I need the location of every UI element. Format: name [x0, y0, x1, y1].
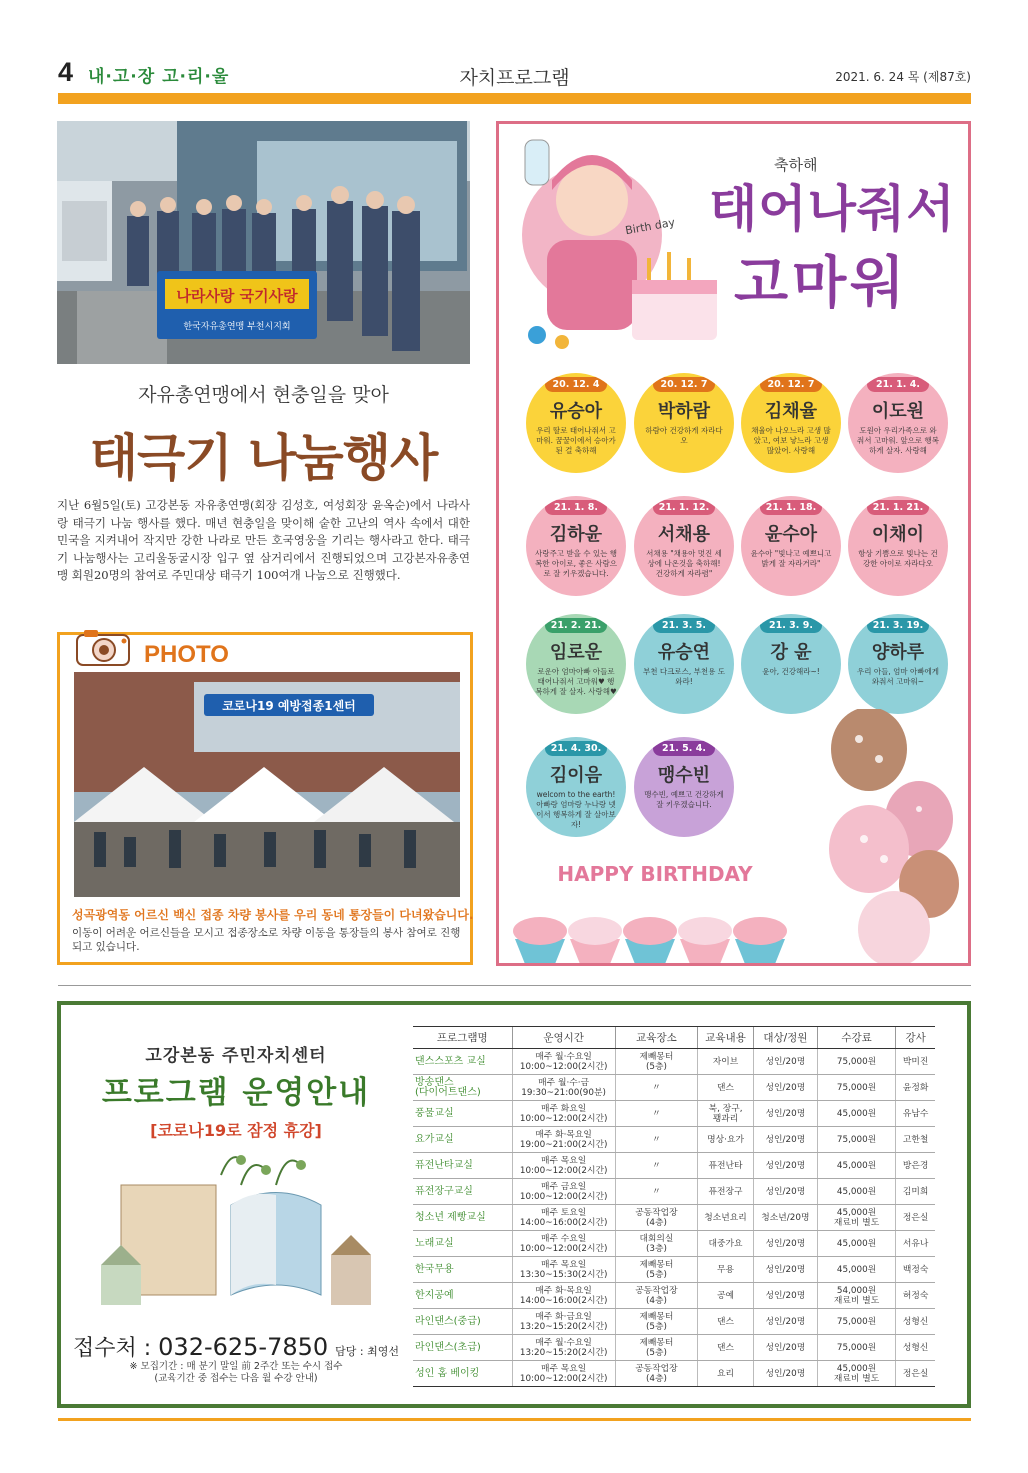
table-cell: 퓨전난타	[698, 1153, 754, 1179]
table-cell: 청소년/20명	[753, 1205, 817, 1231]
table-cell: 요가교실	[413, 1127, 512, 1153]
table-row	[413, 1283, 935, 1309]
program-box	[57, 1001, 971, 1408]
column-header: 강사	[896, 1027, 935, 1049]
column-header: 수강료	[817, 1027, 895, 1049]
table-cell: 정은실	[896, 1361, 935, 1387]
table-cell: 고한철	[896, 1127, 935, 1153]
table-cell: 한국무용	[413, 1257, 512, 1283]
column-header: 교육내용	[698, 1027, 754, 1049]
photo-caption: 성곡광역동 어르신 백신 접종 차량 봉사를 우리 동네 통장들이 다녀왔습니다.	[72, 908, 474, 922]
table-cell: 75,000원	[817, 1049, 895, 1075]
flag-event-photo	[57, 121, 470, 364]
table-cell: 매주 화·목요일 14:00~16:00(2시간)	[512, 1283, 615, 1309]
issue-date: 2021. 6. 24 목 (제87호)	[835, 70, 971, 84]
table-row	[413, 1075, 935, 1101]
table-cell: 정은실	[896, 1205, 935, 1231]
column-header: 프로그램명	[413, 1027, 512, 1049]
baby-card: 20. 12. 4 유승아 우리 딸로 태어나줘서 고마워. 꿈꿀이에서 승아가 된 걸 축하해	[526, 373, 626, 473]
table-cell: 요리	[698, 1361, 754, 1387]
table-cell: 김미희	[896, 1179, 935, 1205]
table-cell: 매주 수요일 10:00~12:00(2시간)	[512, 1231, 615, 1257]
baby-card: 21. 1. 21. 이채이 항상 기쁨으로 빛나는 건강한 아이로 자라다오	[848, 496, 948, 596]
table-cell: 라인댄스(초급)	[413, 1335, 512, 1361]
photo-box	[57, 632, 473, 965]
table-cell: 45,000원 재료비 별도	[817, 1205, 895, 1231]
table-cell: 성인/20명	[753, 1179, 817, 1205]
table-cell: 성인/20명	[753, 1257, 817, 1283]
table-cell: 75,000원	[817, 1075, 895, 1101]
cupcakes-illustration	[505, 859, 805, 966]
table-cell: 성인/20명	[753, 1361, 817, 1387]
table-cell: 허정숙	[896, 1283, 935, 1309]
closure-notice: [코로나19로 잠정 휴강]	[150, 1121, 322, 1140]
table-cell: 윤정화	[896, 1075, 935, 1101]
table-cell: 무용	[698, 1257, 754, 1283]
baby-card: 21. 3. 9. 강 윤 윤아, 건강해라~!	[741, 614, 841, 714]
table-cell: 매주 목요일 10:00~12:00(2시간)	[512, 1153, 615, 1179]
table-cell: 라인댄스(중급)	[413, 1309, 512, 1335]
table-cell: 매주 토요일 14:00~16:00(2시간)	[512, 1205, 615, 1231]
baby-card: 21. 1. 12. 서채용 서채용 "채용아 멋진 세상에 나온것을 축하해! 건강하게 자라렴"	[634, 496, 734, 596]
svg-text:나라사랑 국기사랑: 나라사랑 국기사랑	[176, 287, 298, 305]
table-cell: 공동작업장 (4층)	[615, 1283, 698, 1309]
baby-card: 21. 3. 5. 유승연 부천 다크로스, 부천용 도와라!	[634, 614, 734, 714]
table-cell: 공동작업장 (4층)	[615, 1361, 698, 1387]
baby-card: 20. 12. 7 김채율 채율아 나오느라 고생 많았고, 여보 낳느라 고생 많았어. 사랑해	[741, 373, 841, 473]
page-header	[58, 55, 971, 93]
table-cell: 백정숙	[896, 1257, 935, 1283]
baby-card: 21. 1. 4. 이도원 도원아 우리가족으로 와줘서 고마워. 앞으로 행복하게 살자. 사랑해	[848, 373, 948, 473]
enrollment-note: ※ 모집기간 : 매 분기 말일 前 2주간 또는 수시 접수 (교육기간 중 접수는 다음 월 수강 안내)	[129, 1361, 343, 1384]
table-row	[413, 1361, 935, 1387]
balloons-illustration	[809, 709, 971, 966]
table-cell: 제빼몽터 (5층)	[615, 1049, 698, 1075]
table-cell: 노래교실	[413, 1231, 512, 1257]
table-cell: 댄스스포츠 교실	[413, 1049, 512, 1075]
column-header: 교육장소	[615, 1027, 698, 1049]
birthday-label: Birth day	[624, 215, 676, 238]
photo-box-title: PHOTO	[144, 641, 229, 668]
table-cell: 성인/20명	[753, 1101, 817, 1127]
birthday-title-line2: 고마워	[734, 251, 909, 316]
table-cell: 명상·요가	[698, 1127, 754, 1153]
table-cell: 대회의실 (3층)	[615, 1231, 698, 1257]
table-header-row	[413, 1027, 935, 1049]
table-cell: 공동작업장 (4층)	[615, 1205, 698, 1231]
table-cell: 제빼몽터 (5층)	[615, 1257, 698, 1283]
table-row	[413, 1309, 935, 1335]
table-cell: 매주 월·수·금 19:30~21:00(90분)	[512, 1075, 615, 1101]
birthday-panel	[496, 121, 971, 966]
footer-bar	[58, 1418, 971, 1421]
books-illustration	[91, 1145, 381, 1335]
table-cell: 성인/20명	[753, 1075, 817, 1101]
table-cell: 75,000원	[817, 1335, 895, 1361]
section-divider	[58, 985, 971, 986]
center-name: 고강본동 주민자치센터	[145, 1046, 327, 1066]
table-cell: 〃	[615, 1127, 698, 1153]
article-body: 지난 6월5일(토) 고강본동 자유총연맹(회장 김성호, 여성회장 윤옥순)에서 나라사랑 태극기 나눔 행사를 했다. 매년 현충일을 맞이해 숱한 고난의 역사 속에서 대한민국을 지켜내어 작지만 강한 나라로 만든 호국영웅을 기리는 행사라고 한다. 태극기 나눔행사는 고리울동굴시장 입구 옆 삼거리에서 진행되었으며 고강본자유총연맹 회원20명의 참여로 주민대상 태극기 100여개 나눔으로 진행했다.	[57, 498, 470, 582]
article-headline: 태극기 나눔행사	[89, 429, 438, 487]
table-cell: 45,000원	[817, 1257, 895, 1283]
table-cell: 45,000원	[817, 1179, 895, 1205]
table-cell: 54,000원 재료비 별도	[817, 1283, 895, 1309]
table-cell: 매주 금요일 10:00~12:00(2시간)	[512, 1179, 615, 1205]
table-cell: 자이브	[698, 1049, 754, 1075]
table-cell: 성인/20명	[753, 1231, 817, 1257]
table-cell: 매주 목요일 10:00~12:00(2시간)	[512, 1361, 615, 1387]
table-cell: 매주 화요일 10:00~12:00(2시간)	[512, 1101, 615, 1127]
table-cell: 매주 월·수요일 13:20~15:20(2시간)	[512, 1335, 615, 1361]
table-cell: 45,000원	[817, 1231, 895, 1257]
table-row	[413, 1205, 935, 1231]
table-cell: 퓨전장구교실	[413, 1179, 512, 1205]
table-cell: 매주 월·수요일 10:00~12:00(2시간)	[512, 1049, 615, 1075]
table-row	[413, 1153, 935, 1179]
table-cell: 댄스	[698, 1309, 754, 1335]
table-cell: 매주 화·목요일 19:00~21:00(2시간)	[512, 1127, 615, 1153]
camera-icon	[74, 625, 140, 667]
table-row	[413, 1179, 935, 1205]
table-cell: 성형신	[896, 1309, 935, 1335]
baby-card: 21. 1. 8. 김하윤 사랑주고 받을 수 있는 행복한 아이로, 좋은 사람으로 잘 키우겠습니다.	[526, 496, 626, 596]
column-header: 운영시간	[512, 1027, 615, 1049]
table-cell: 45,000원	[817, 1101, 895, 1127]
table-cell: 성인/20명	[753, 1049, 817, 1075]
table-cell: 성인 홈 베이킹	[413, 1361, 512, 1387]
table-cell: 청소년 제빵교실	[413, 1205, 512, 1231]
program-schedule-table	[413, 1026, 935, 1387]
svg-text:한국자유총연맹 부천시지회: 한국자유총연맹 부천시지회	[183, 322, 291, 332]
baby-card: 21. 3. 19. 양하루 우리 아들, 엄마 아빠에게 와줘서 고마워~	[848, 614, 948, 714]
baby-card: 21. 4. 30. 김이음 welcom to the earth! 아빠랑 엄마랑 누나랑 넷이서 행복하게 잘 살아보자!	[526, 737, 626, 837]
baby-card: 21. 2. 21. 임로운 로운아 엄마아빠 아들로 태어나줘서 고마워♥ 행복하게 잘 살자. 사랑해♥	[526, 614, 626, 714]
table-cell: 박미진	[896, 1049, 935, 1075]
table-cell: 75,000원	[817, 1309, 895, 1335]
newspaper-brand: 내·고·장 고·리·울	[88, 67, 230, 87]
program-title: 프로그램 운영안내	[101, 1075, 371, 1111]
table-cell: 풍물교실	[413, 1101, 512, 1127]
table-cell: 매주 목요일 13:30~15:30(2시간)	[512, 1257, 615, 1283]
table-cell: 유남수	[896, 1101, 935, 1127]
table-cell: 대중가요	[698, 1231, 754, 1257]
table-row	[413, 1127, 935, 1153]
header-bar	[58, 93, 971, 104]
column-header: 대상/정원	[753, 1027, 817, 1049]
table-cell: 75,000원	[817, 1127, 895, 1153]
table-cell: 공예	[698, 1283, 754, 1309]
table-cell: 성형신	[896, 1335, 935, 1361]
table-row	[413, 1335, 935, 1361]
section-title: 자치프로그램	[459, 67, 570, 89]
photo-description: 이동이 어려운 어르신들을 모시고 접종장소로 차량 이동을 통장들의 봉사 참여로 진행되고 있습니다.	[72, 927, 461, 953]
vaccination-center-photo	[74, 672, 460, 897]
congrats-label: 축하해	[774, 156, 818, 174]
table-row	[413, 1101, 935, 1127]
table-cell: 〃	[615, 1075, 698, 1101]
table-cell: 〃	[615, 1101, 698, 1127]
baby-card: 21. 1. 18. 윤수아 윤수아 "빛나고 예쁘니고 밝게 잘 자라거라"	[741, 496, 841, 596]
table-cell: 퓨전장구	[698, 1179, 754, 1205]
table-cell: 〃	[615, 1153, 698, 1179]
svg-text:코로나19 예방접종1센터: 코로나19 예방접종1센터	[222, 699, 356, 713]
table-cell: 북, 장구, 꽹과리	[698, 1101, 754, 1127]
table-cell: 댄스	[698, 1335, 754, 1361]
page-number: 4	[58, 57, 74, 87]
table-cell: 제빼몽터 (5층)	[615, 1335, 698, 1361]
table-cell: 성인/20명	[753, 1309, 817, 1335]
table-row	[413, 1257, 935, 1283]
table-cell: 댄스	[698, 1075, 754, 1101]
table-cell: 퓨전난타교실	[413, 1153, 512, 1179]
table-cell: 45,000원 재료비 별도	[817, 1361, 895, 1387]
table-cell: 성인/20명	[753, 1283, 817, 1309]
table-cell: 매주 화·금요일 13:20~15:20(2시간)	[512, 1309, 615, 1335]
table-cell: 방송댄스 (다이어트댄스)	[413, 1075, 512, 1101]
table-cell: 방은경	[896, 1153, 935, 1179]
table-row	[413, 1049, 935, 1075]
contact-phone: 접수처 : 032-625-7850 담당 : 최영선	[72, 1333, 400, 1361]
table-cell: 제빼몽터 (5층)	[615, 1309, 698, 1335]
baby-illustration	[507, 130, 722, 362]
table-cell: 한지공예	[413, 1283, 512, 1309]
table-cell: 45,000원	[817, 1153, 895, 1179]
table-cell: 〃	[615, 1179, 698, 1205]
baby-card: 21. 5. 4. 맹수빈 맹수빈, 예쁘고 건강하게 잘 키우겠습니다.	[634, 737, 734, 837]
article-subtitle: 자유총연맹에서 현충일을 맞아	[138, 384, 389, 406]
birthday-title-line1: 태어나줘서	[709, 180, 956, 238]
table-cell: 성인/20명	[753, 1335, 817, 1361]
table-cell: 성인/20명	[753, 1153, 817, 1179]
table-cell: 서유나	[896, 1231, 935, 1257]
table-cell: 청소년요리	[698, 1205, 754, 1231]
svg-text:HAPPY BIRTHDAY: HAPPY BIRTHDAY	[557, 862, 753, 886]
baby-card: 20. 12. 7 박하람 하람아 건강하게 자라다오	[634, 373, 734, 473]
table-cell: 성인/20명	[753, 1127, 817, 1153]
table-row	[413, 1231, 935, 1257]
